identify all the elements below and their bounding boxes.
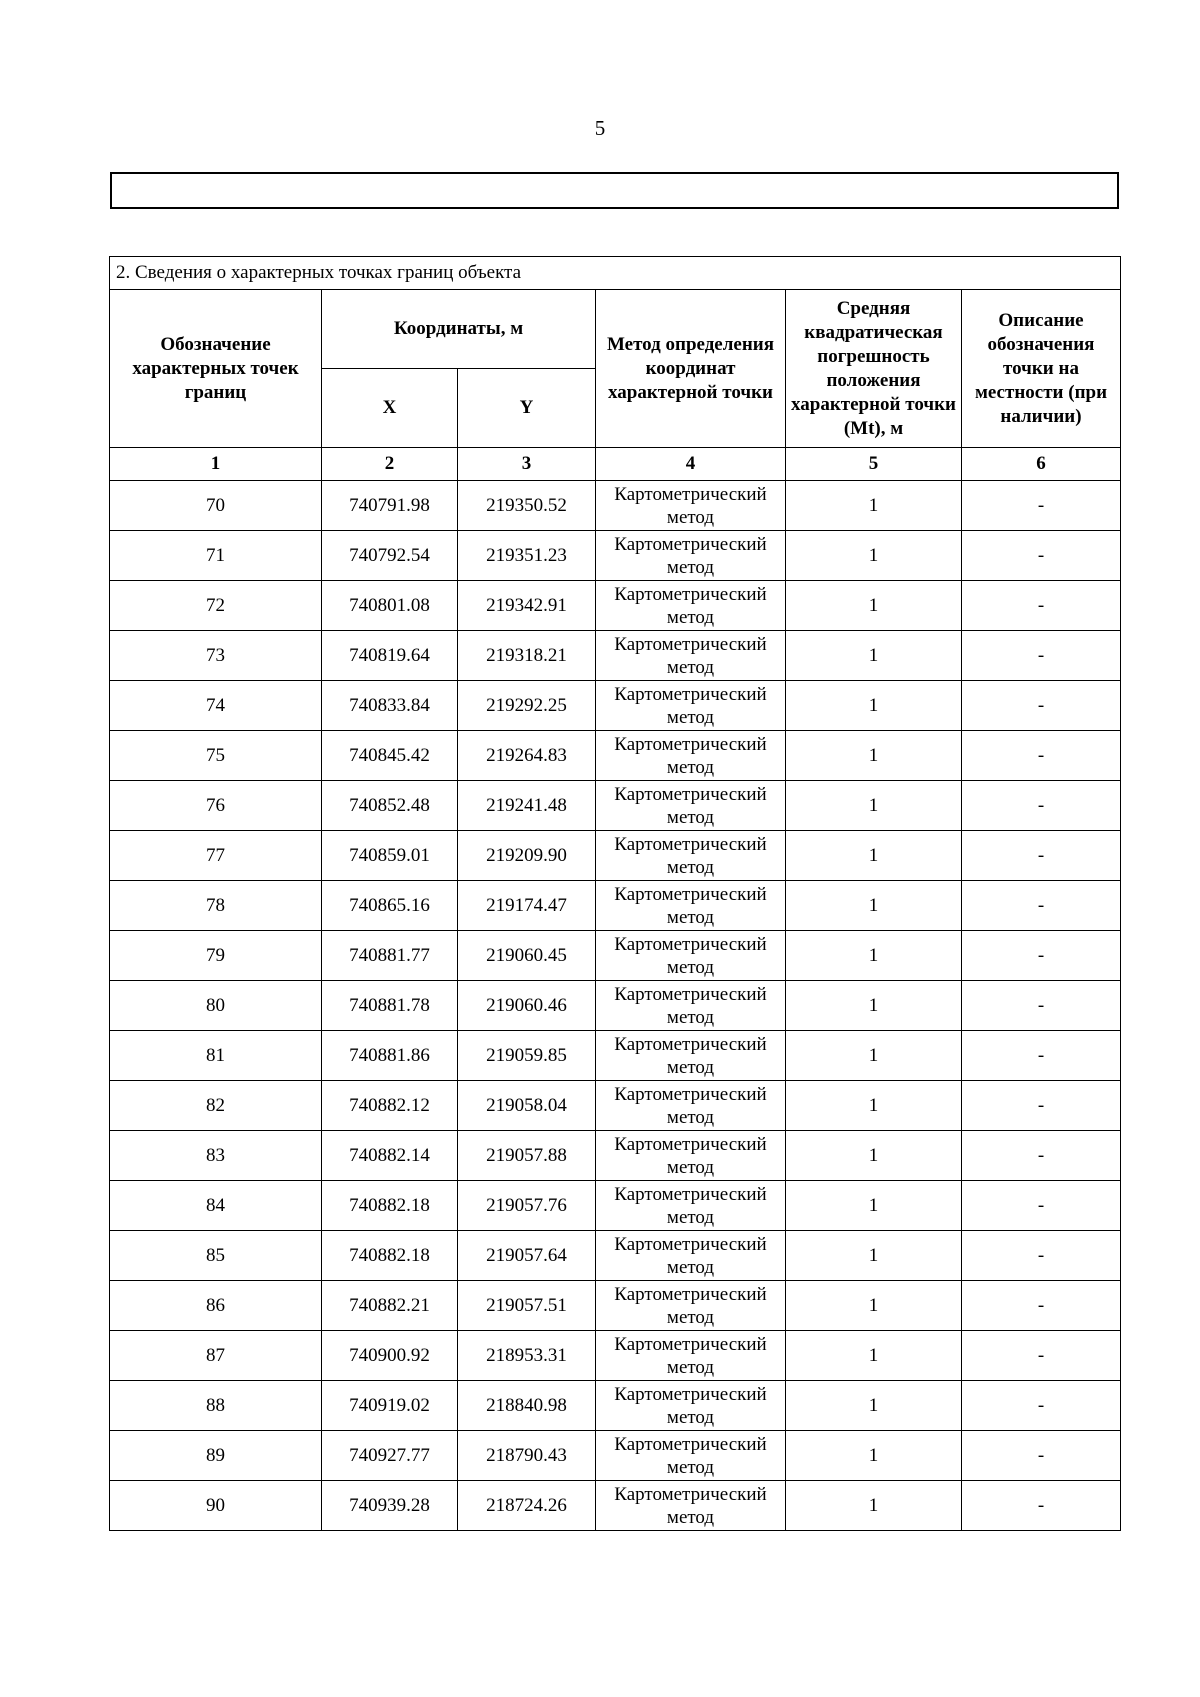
- table-row: [110, 1281, 1121, 1331]
- cell-y: 219174.47: [458, 881, 596, 931]
- cell-x: 740882.21: [322, 1281, 458, 1331]
- cell-point: 90: [110, 1481, 322, 1531]
- table-row: [110, 931, 1121, 981]
- cell-accuracy: 1: [786, 1231, 962, 1281]
- cell-method: Картометрический метод: [596, 531, 786, 581]
- cell-accuracy: 1: [786, 881, 962, 931]
- cell-point: 86: [110, 1281, 322, 1331]
- cell-x: 740859.01: [322, 831, 458, 881]
- cell-description: -: [962, 781, 1121, 831]
- cell-point: 79: [110, 931, 322, 981]
- cell-description: -: [962, 931, 1121, 981]
- cell-accuracy: 1: [786, 781, 962, 831]
- header-x: X: [322, 369, 458, 448]
- cell-description: -: [962, 1131, 1121, 1181]
- section-title: 2. Сведения о характерных точках границ объекта: [110, 257, 1121, 290]
- cell-method: Картометрический метод: [596, 831, 786, 881]
- cell-y: 219209.90: [458, 831, 596, 881]
- cell-x: 740792.54: [322, 531, 458, 581]
- table-row: [110, 881, 1121, 931]
- cell-y: 218953.31: [458, 1331, 596, 1381]
- cell-point: 89: [110, 1431, 322, 1481]
- cell-accuracy: 1: [786, 981, 962, 1031]
- cell-x: 740881.78: [322, 981, 458, 1031]
- cell-x: 740882.18: [322, 1181, 458, 1231]
- table-body: [110, 481, 1121, 1531]
- cell-x: 740881.86: [322, 1031, 458, 1081]
- cell-y: 219264.83: [458, 731, 596, 781]
- cell-x: 740939.28: [322, 1481, 458, 1531]
- cell-method: Картометрический метод: [596, 781, 786, 831]
- table-row: [110, 1431, 1121, 1481]
- cell-point: 88: [110, 1381, 322, 1431]
- cell-description: -: [962, 1381, 1121, 1431]
- cell-y: 219241.48: [458, 781, 596, 831]
- cell-y: 218724.26: [458, 1481, 596, 1531]
- cell-y: 219342.91: [458, 581, 596, 631]
- table-row: [110, 481, 1121, 531]
- cell-point: 81: [110, 1031, 322, 1081]
- table-row: [110, 1181, 1121, 1231]
- cell-accuracy: 1: [786, 931, 962, 981]
- cell-point: 77: [110, 831, 322, 881]
- cell-description: -: [962, 1281, 1121, 1331]
- cell-method: Картометрический метод: [596, 881, 786, 931]
- cell-x: 740882.14: [322, 1131, 458, 1181]
- cell-description: -: [962, 481, 1121, 531]
- cell-accuracy: 1: [786, 1131, 962, 1181]
- boundary-points-table: [109, 256, 1121, 1531]
- cell-method: Картометрический метод: [596, 1331, 786, 1381]
- cell-point: 78: [110, 881, 322, 931]
- cell-y: 219057.51: [458, 1281, 596, 1331]
- cell-method: Картометрический метод: [596, 681, 786, 731]
- table-row: [110, 1131, 1121, 1181]
- cell-accuracy: 1: [786, 1431, 962, 1481]
- cell-accuracy: 1: [786, 531, 962, 581]
- cell-y: 219057.64: [458, 1231, 596, 1281]
- cell-y: 219059.85: [458, 1031, 596, 1081]
- header-method: Метод определения координат характерной точки: [596, 290, 786, 448]
- cell-y: 218790.43: [458, 1431, 596, 1481]
- column-number: 2: [322, 448, 458, 481]
- header-y: Y: [458, 369, 596, 448]
- cell-description: -: [962, 881, 1121, 931]
- table-row: [110, 1031, 1121, 1081]
- cell-point: 72: [110, 581, 322, 631]
- cell-description: -: [962, 581, 1121, 631]
- cell-description: -: [962, 631, 1121, 681]
- cell-description: -: [962, 981, 1121, 1031]
- cell-accuracy: 1: [786, 731, 962, 781]
- cell-method: Картометрический метод: [596, 1131, 786, 1181]
- cell-point: 70: [110, 481, 322, 531]
- cell-y: 219350.52: [458, 481, 596, 531]
- cell-x: 740852.48: [322, 781, 458, 831]
- header-designation: Обозначение характерных точек границ: [110, 290, 322, 448]
- header-description: Описание обозначения точки на местности (при наличии): [962, 290, 1121, 448]
- table-row: [110, 1481, 1121, 1531]
- cell-x: 740819.64: [322, 631, 458, 681]
- cell-method: Картометрический метод: [596, 1431, 786, 1481]
- header-coordinates: Координаты, м: [322, 290, 596, 369]
- cell-x: 740882.18: [322, 1231, 458, 1281]
- table-row: [110, 1231, 1121, 1281]
- cell-x: 740833.84: [322, 681, 458, 731]
- cell-description: -: [962, 1431, 1121, 1481]
- cell-x: 740882.12: [322, 1081, 458, 1131]
- cell-method: Картометрический метод: [596, 981, 786, 1031]
- table-row: [110, 531, 1121, 581]
- cell-x: 740919.02: [322, 1381, 458, 1431]
- cell-description: -: [962, 1231, 1121, 1281]
- cell-description: -: [962, 1181, 1121, 1231]
- empty-header-box: [110, 172, 1119, 209]
- cell-x: 740865.16: [322, 881, 458, 931]
- cell-y: 219057.76: [458, 1181, 596, 1231]
- cell-point: 76: [110, 781, 322, 831]
- cell-accuracy: 1: [786, 1181, 962, 1231]
- cell-accuracy: 1: [786, 581, 962, 631]
- cell-method: Картометрический метод: [596, 731, 786, 781]
- cell-method: Картометрический метод: [596, 1381, 786, 1431]
- cell-y: 219058.04: [458, 1081, 596, 1131]
- cell-y: 219351.23: [458, 531, 596, 581]
- cell-description: -: [962, 1331, 1121, 1381]
- cell-x: 740791.98: [322, 481, 458, 531]
- cell-accuracy: 1: [786, 1281, 962, 1331]
- cell-accuracy: 1: [786, 1481, 962, 1531]
- cell-point: 80: [110, 981, 322, 1031]
- cell-x: 740845.42: [322, 731, 458, 781]
- cell-x: 740881.77: [322, 931, 458, 981]
- cell-x: 740927.77: [322, 1431, 458, 1481]
- table-row: [110, 631, 1121, 681]
- table-row: [110, 981, 1121, 1031]
- cell-y: 219060.45: [458, 931, 596, 981]
- table-row: [110, 781, 1121, 831]
- cell-method: Картометрический метод: [596, 1481, 786, 1531]
- cell-method: Картометрический метод: [596, 1031, 786, 1081]
- cell-method: Картометрический метод: [596, 581, 786, 631]
- cell-point: 75: [110, 731, 322, 781]
- table-row: [110, 831, 1121, 881]
- cell-accuracy: 1: [786, 1081, 962, 1131]
- cell-description: -: [962, 831, 1121, 881]
- table-row: [110, 681, 1121, 731]
- cell-method: Картометрический метод: [596, 931, 786, 981]
- cell-y: 219292.25: [458, 681, 596, 731]
- header-accuracy: Средняя квадратическая погрешность положения характерной точки (Mt), м: [786, 290, 962, 448]
- cell-x: 740801.08: [322, 581, 458, 631]
- cell-point: 74: [110, 681, 322, 731]
- cell-x: 740900.92: [322, 1331, 458, 1381]
- cell-point: 83: [110, 1131, 322, 1181]
- table-row: [110, 1331, 1121, 1381]
- table-row: [110, 581, 1121, 631]
- cell-point: 73: [110, 631, 322, 681]
- table-row: [110, 1081, 1121, 1131]
- column-number: 5: [786, 448, 962, 481]
- cell-point: 71: [110, 531, 322, 581]
- cell-y: 219318.21: [458, 631, 596, 681]
- cell-method: Картометрический метод: [596, 481, 786, 531]
- column-number: 3: [458, 448, 596, 481]
- cell-accuracy: 1: [786, 1331, 962, 1381]
- cell-description: -: [962, 1481, 1121, 1531]
- cell-description: -: [962, 681, 1121, 731]
- cell-point: 87: [110, 1331, 322, 1381]
- cell-accuracy: 1: [786, 631, 962, 681]
- cell-y: 219057.88: [458, 1131, 596, 1181]
- column-number: 4: [596, 448, 786, 481]
- cell-description: -: [962, 731, 1121, 781]
- cell-method: Картометрический метод: [596, 1231, 786, 1281]
- cell-accuracy: 1: [786, 481, 962, 531]
- table-row: [110, 731, 1121, 781]
- cell-y: 219060.46: [458, 981, 596, 1031]
- cell-method: Картометрический метод: [596, 1281, 786, 1331]
- cell-y: 218840.98: [458, 1381, 596, 1431]
- column-number: 6: [962, 448, 1121, 481]
- cell-description: -: [962, 1081, 1121, 1131]
- page-number: 5: [594, 116, 606, 140]
- cell-point: 84: [110, 1181, 322, 1231]
- cell-method: Картометрический метод: [596, 631, 786, 681]
- cell-accuracy: 1: [786, 1381, 962, 1431]
- cell-description: -: [962, 1031, 1121, 1081]
- cell-point: 82: [110, 1081, 322, 1131]
- cell-accuracy: 1: [786, 831, 962, 881]
- cell-point: 85: [110, 1231, 322, 1281]
- cell-method: Картометрический метод: [596, 1081, 786, 1131]
- cell-description: -: [962, 531, 1121, 581]
- cell-method: Картометрический метод: [596, 1181, 786, 1231]
- cell-accuracy: 1: [786, 1031, 962, 1081]
- table-row: [110, 1381, 1121, 1431]
- cell-accuracy: 1: [786, 681, 962, 731]
- column-number: 1: [110, 448, 322, 481]
